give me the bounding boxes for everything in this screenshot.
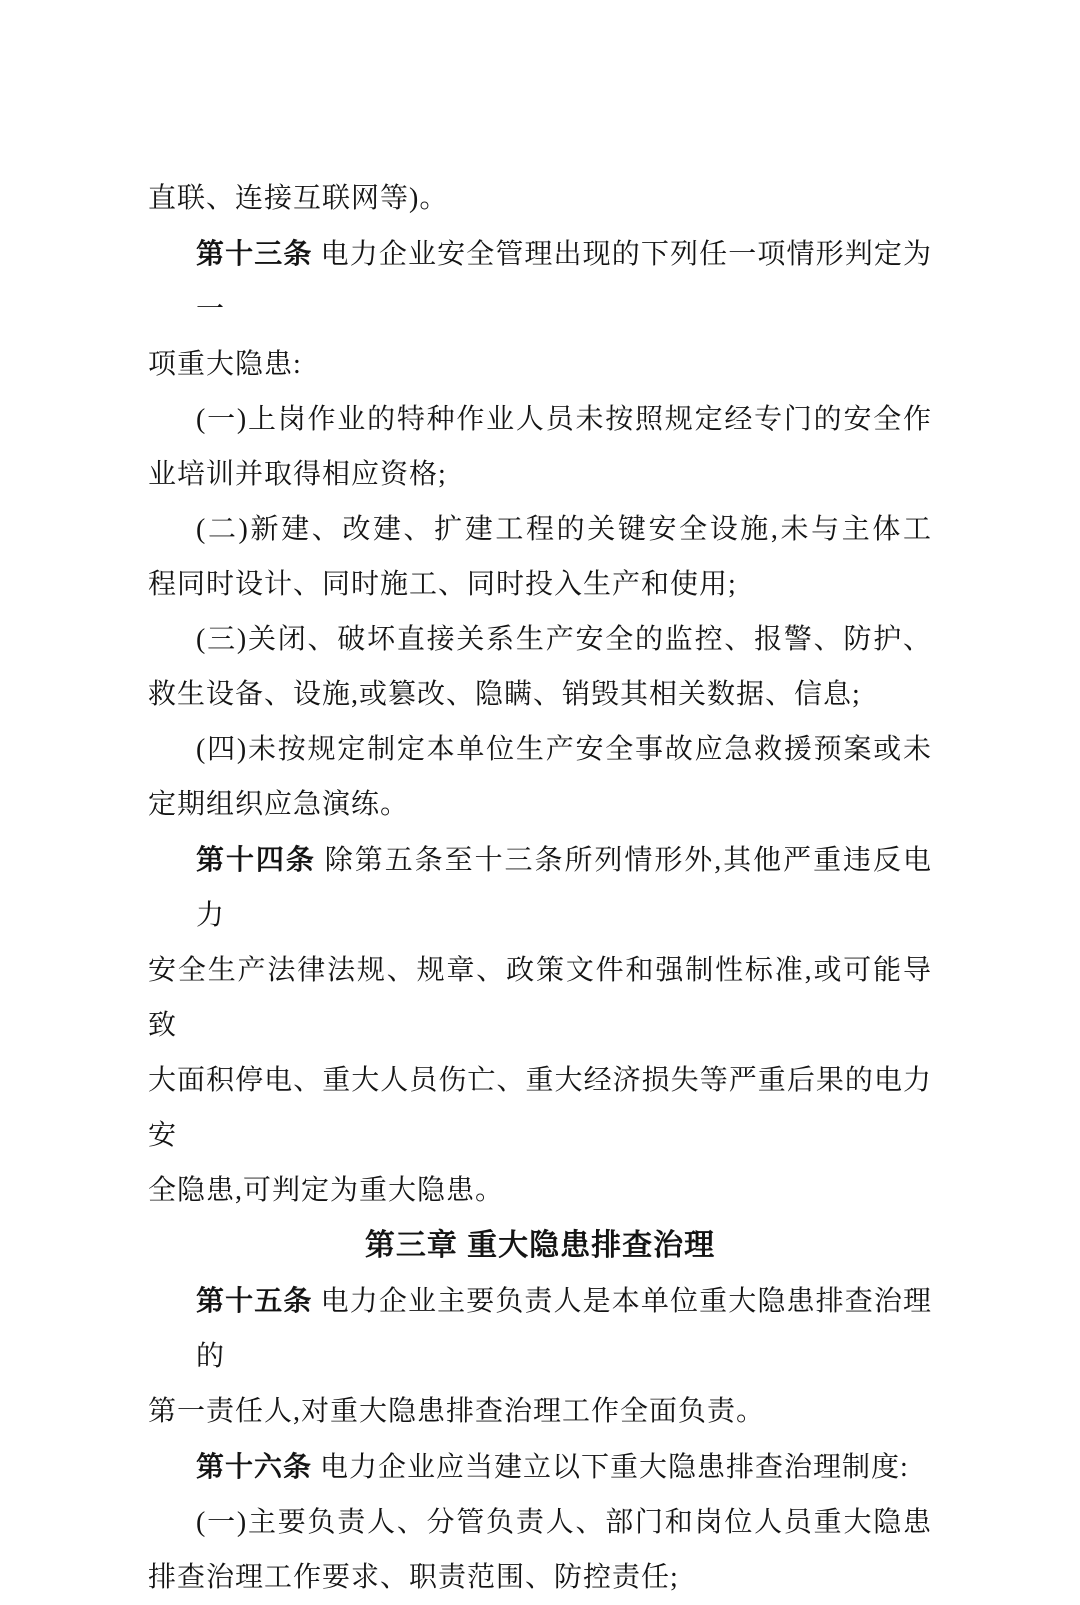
text-run: 项重大隐患: — [148, 349, 302, 380]
text-run: 安全生产法律法规、规章、政策文件和强制性标准,或可能导致 — [148, 955, 932, 1041]
item-lead-line — [148, 502, 932, 557]
text-run: 定期组织应急演练。 — [148, 789, 410, 820]
article-number: 第十五条 — [196, 1285, 313, 1316]
text-run: 直联、连接互联网等)。 — [148, 183, 449, 214]
text-run: 救生设备、设施,或篡改、隐瞒、销毁其相关数据、信息; — [148, 679, 861, 710]
text-run: 电力企业主要负责人是本单位重大隐患排查治理的 — [196, 1286, 932, 1372]
text-line — [148, 1550, 932, 1605]
text-run: (四)未按规定制定本单位生产安全事故应急救援预案或未 — [196, 734, 932, 765]
text-run: (三)关闭、破坏直接关系生产安全的监控、报警、防护、 — [196, 624, 932, 655]
text-run: 程同时设计、同时施工、同时投入生产和使用; — [148, 569, 737, 600]
article-lead-line — [148, 832, 932, 943]
text-line — [148, 667, 932, 722]
text-line — [148, 943, 932, 1053]
text-run: 第一责任人,对重大隐患排查治理工作全面负责。 — [148, 1396, 766, 1427]
text-line — [148, 1163, 932, 1218]
chapter-heading-text: 第三章 重大隐患排查治理 — [364, 1229, 716, 1262]
document-lines — [148, 171, 932, 1605]
text-line — [148, 1053, 932, 1163]
item-lead-line — [148, 612, 932, 667]
item-lead-line — [148, 1495, 932, 1550]
text-run: 排查治理工作要求、职责范围、防控责任; — [148, 1562, 679, 1593]
article-number: 第十六条 — [196, 1451, 313, 1482]
text-line — [148, 777, 932, 832]
article-lead-line — [148, 226, 932, 337]
text-run: 业培训并取得相应资格; — [148, 459, 447, 490]
article-lead-line — [148, 1439, 932, 1495]
text-line — [148, 337, 932, 392]
text-line — [148, 447, 932, 502]
text-run: (二)新建、改建、扩建工程的关键安全设施,未与主体工 — [196, 514, 932, 545]
article-lead-line — [148, 1273, 932, 1384]
text-run: 大面积停电、重大人员伤亡、重大经济损失等严重后果的电力安 — [148, 1065, 932, 1151]
article-number: 第十三条 — [196, 238, 313, 269]
text-line — [148, 557, 932, 612]
text-run: (一)上岗作业的特种作业人员未按照规定经专门的安全作 — [196, 404, 932, 435]
text-line — [148, 1384, 932, 1439]
item-lead-line — [148, 392, 932, 447]
text-run: 电力企业安全管理出现的下列任一项情形判定为一 — [196, 239, 932, 325]
article-number: 第十四条 — [196, 844, 316, 875]
item-lead-line — [148, 722, 932, 777]
text-line — [148, 171, 932, 226]
chapter-heading — [148, 1218, 932, 1273]
text-run: (一)主要负责人、分管负责人、部门和岗位人员重大隐患 — [196, 1507, 932, 1538]
text-run: 除第五条至十三条所列情形外,其他严重违反电力 — [196, 845, 932, 931]
text-run: 全隐患,可判定为重大隐患。 — [148, 1175, 505, 1206]
text-run: 电力企业应当建立以下重大隐患排查治理制度: — [312, 1452, 909, 1483]
